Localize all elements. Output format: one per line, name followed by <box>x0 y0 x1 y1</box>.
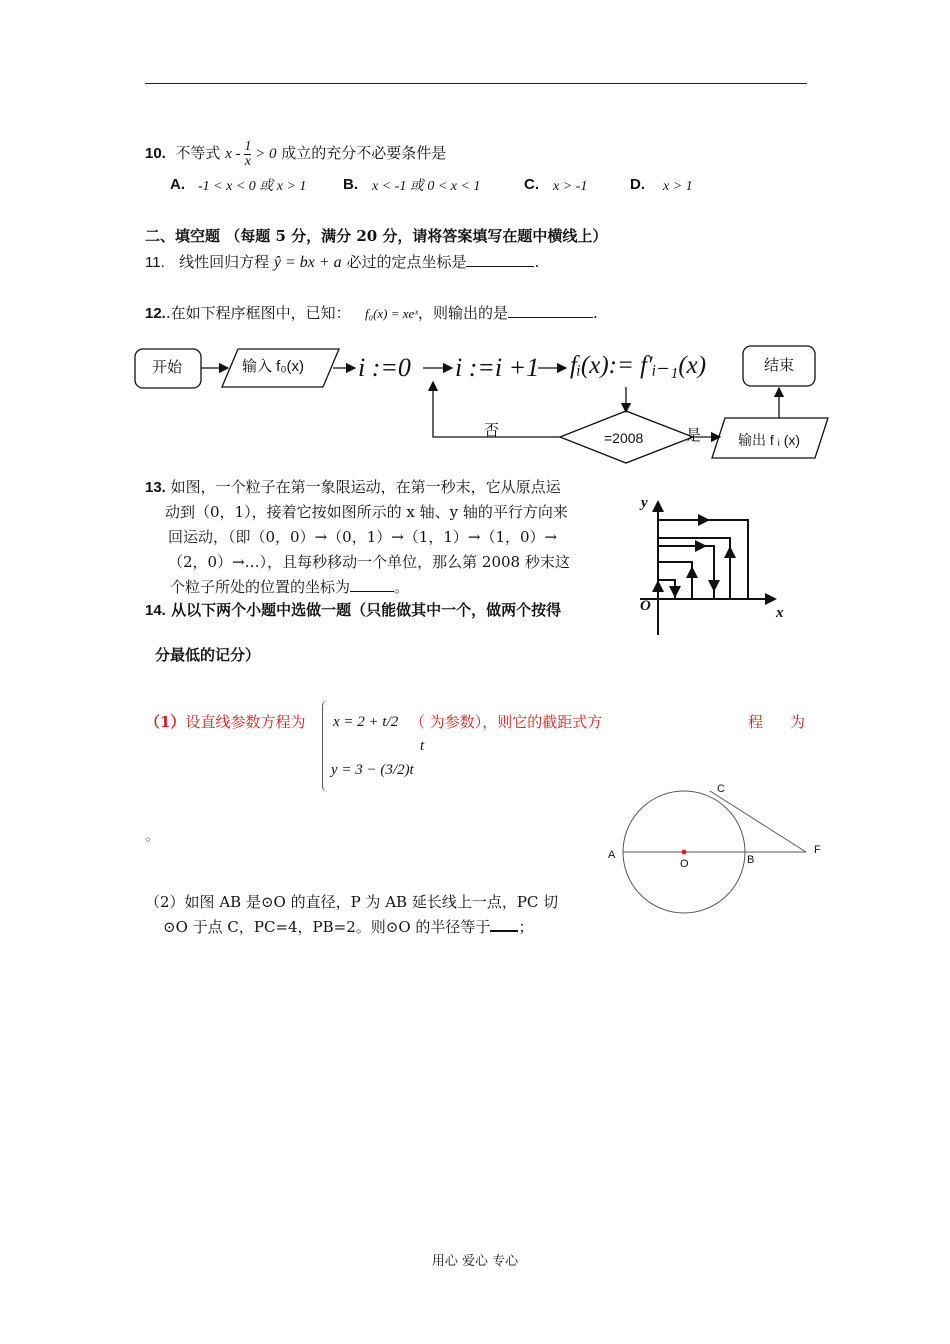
q14-line1: 14. 从以下两个小题中选做一题（只能做其中一个，做两个按得 <box>145 601 562 619</box>
q13-answer-blank[interactable] <box>350 577 394 592</box>
q14-p1-mid: （ 为参数），则它的截距式方 <box>410 713 603 731</box>
q12: 12..在如下程序框图中，已知： f₀(x) = xeˣ，则输出的是 . <box>145 304 598 322</box>
q10-stem: 10. 不等式 x - $\frac{1}{x}$ > 0 成立的充分不必要条件是 <box>145 139 447 169</box>
circle-figure <box>600 780 830 920</box>
q10-option-d: x > 1 <box>663 179 693 194</box>
fig-label-b: B <box>747 854 755 866</box>
q10-option-b-label: B. <box>343 176 358 193</box>
q11: 11. 线性回归方程 ŷ = bx + a 必过的定点坐标是 . <box>145 253 540 271</box>
flow-input: 输入 f₀(x) <box>242 358 305 375</box>
q14-line2: 分最低的记分） <box>155 646 261 664</box>
q14-eq1: x = 2 + t/2 <box>333 714 399 730</box>
q14-answer-blank[interactable] <box>490 916 518 932</box>
particle-path-figure <box>630 490 800 640</box>
flow-end: 结束 <box>764 357 795 374</box>
q11-formula: ŷ = bx + a <box>273 254 342 271</box>
q14-eq2: y = 3 − (3/2)t <box>331 762 414 778</box>
q14-brace <box>322 700 329 792</box>
flow-yes-label: 是 <box>686 426 702 444</box>
fig-label-f: F <box>814 844 821 856</box>
q10-option-a-label: A. <box>170 176 185 193</box>
q10-option-a: -1 < x < 0 或 x > 1 <box>198 179 307 194</box>
q14-p1-tail1: 程 <box>748 713 764 731</box>
q13-axis-y: y <box>641 495 648 511</box>
q10-option-b: x < -1 或 0 < x < 1 <box>372 179 481 194</box>
q10-option-c-label: C. <box>524 176 539 193</box>
q13-axis-x: x <box>776 605 784 621</box>
flow-incr: i :=i +1 <box>455 353 540 382</box>
q14-param: t <box>420 738 425 754</box>
fig-label-a: A <box>608 849 616 861</box>
section-heading: 二、填空题 （每题 5 分，满分 20 分，请将答案填写在题中横线上） <box>145 227 608 245</box>
flow-start: 开始 <box>152 359 183 376</box>
q14-p1: （1）设直线参数方程为 <box>145 713 306 731</box>
flow-init: i :=0 <box>358 353 411 382</box>
fig-label-o: O <box>680 858 689 870</box>
q14-p2: （2）如图 AB 是⊙O 的直径，P 为 AB 延长线上一点，PC 切 ⊙O 于点 C，PC=4，PB=2。则⊙O 的半径等于 ； <box>145 893 559 936</box>
flowchart <box>0 0 950 480</box>
flow-output: 输出 f ᵢ (x) <box>738 432 801 448</box>
flow-assign: fᵢ(x):= f′ᵢ₋₁(x) <box>570 352 707 379</box>
fig-label-c: C <box>717 783 725 795</box>
q14-p1-tail2: 为 <box>790 713 806 731</box>
page-footer: 用心 爱心 专心 <box>431 1254 519 1269</box>
q14-p1-end: 。 <box>145 826 161 844</box>
flow-no-label: 否 <box>484 421 500 439</box>
q13-origin: O <box>640 598 651 614</box>
q10-option-c: x > -1 <box>553 179 588 194</box>
q10-option-d-label: D. <box>630 176 645 193</box>
flow-condition: =2008 <box>604 430 644 446</box>
q13: 13. 如图，一个粒子在第一象限运动，在第一秒末，它从原点运 动到（0，1），接着它按如图所示的 x 轴、y 轴的平行方向来 回运动，（即（0，0）→（0，1）→（1，1）→（1，0）→ （2，0）→…），且每秒移动一个单位，那么第 2008 秒末这 个粒子所处的位置的坐标为 。 <box>145 478 570 596</box>
q12-formula: f₀(x) = xeˣ <box>364 306 418 321</box>
